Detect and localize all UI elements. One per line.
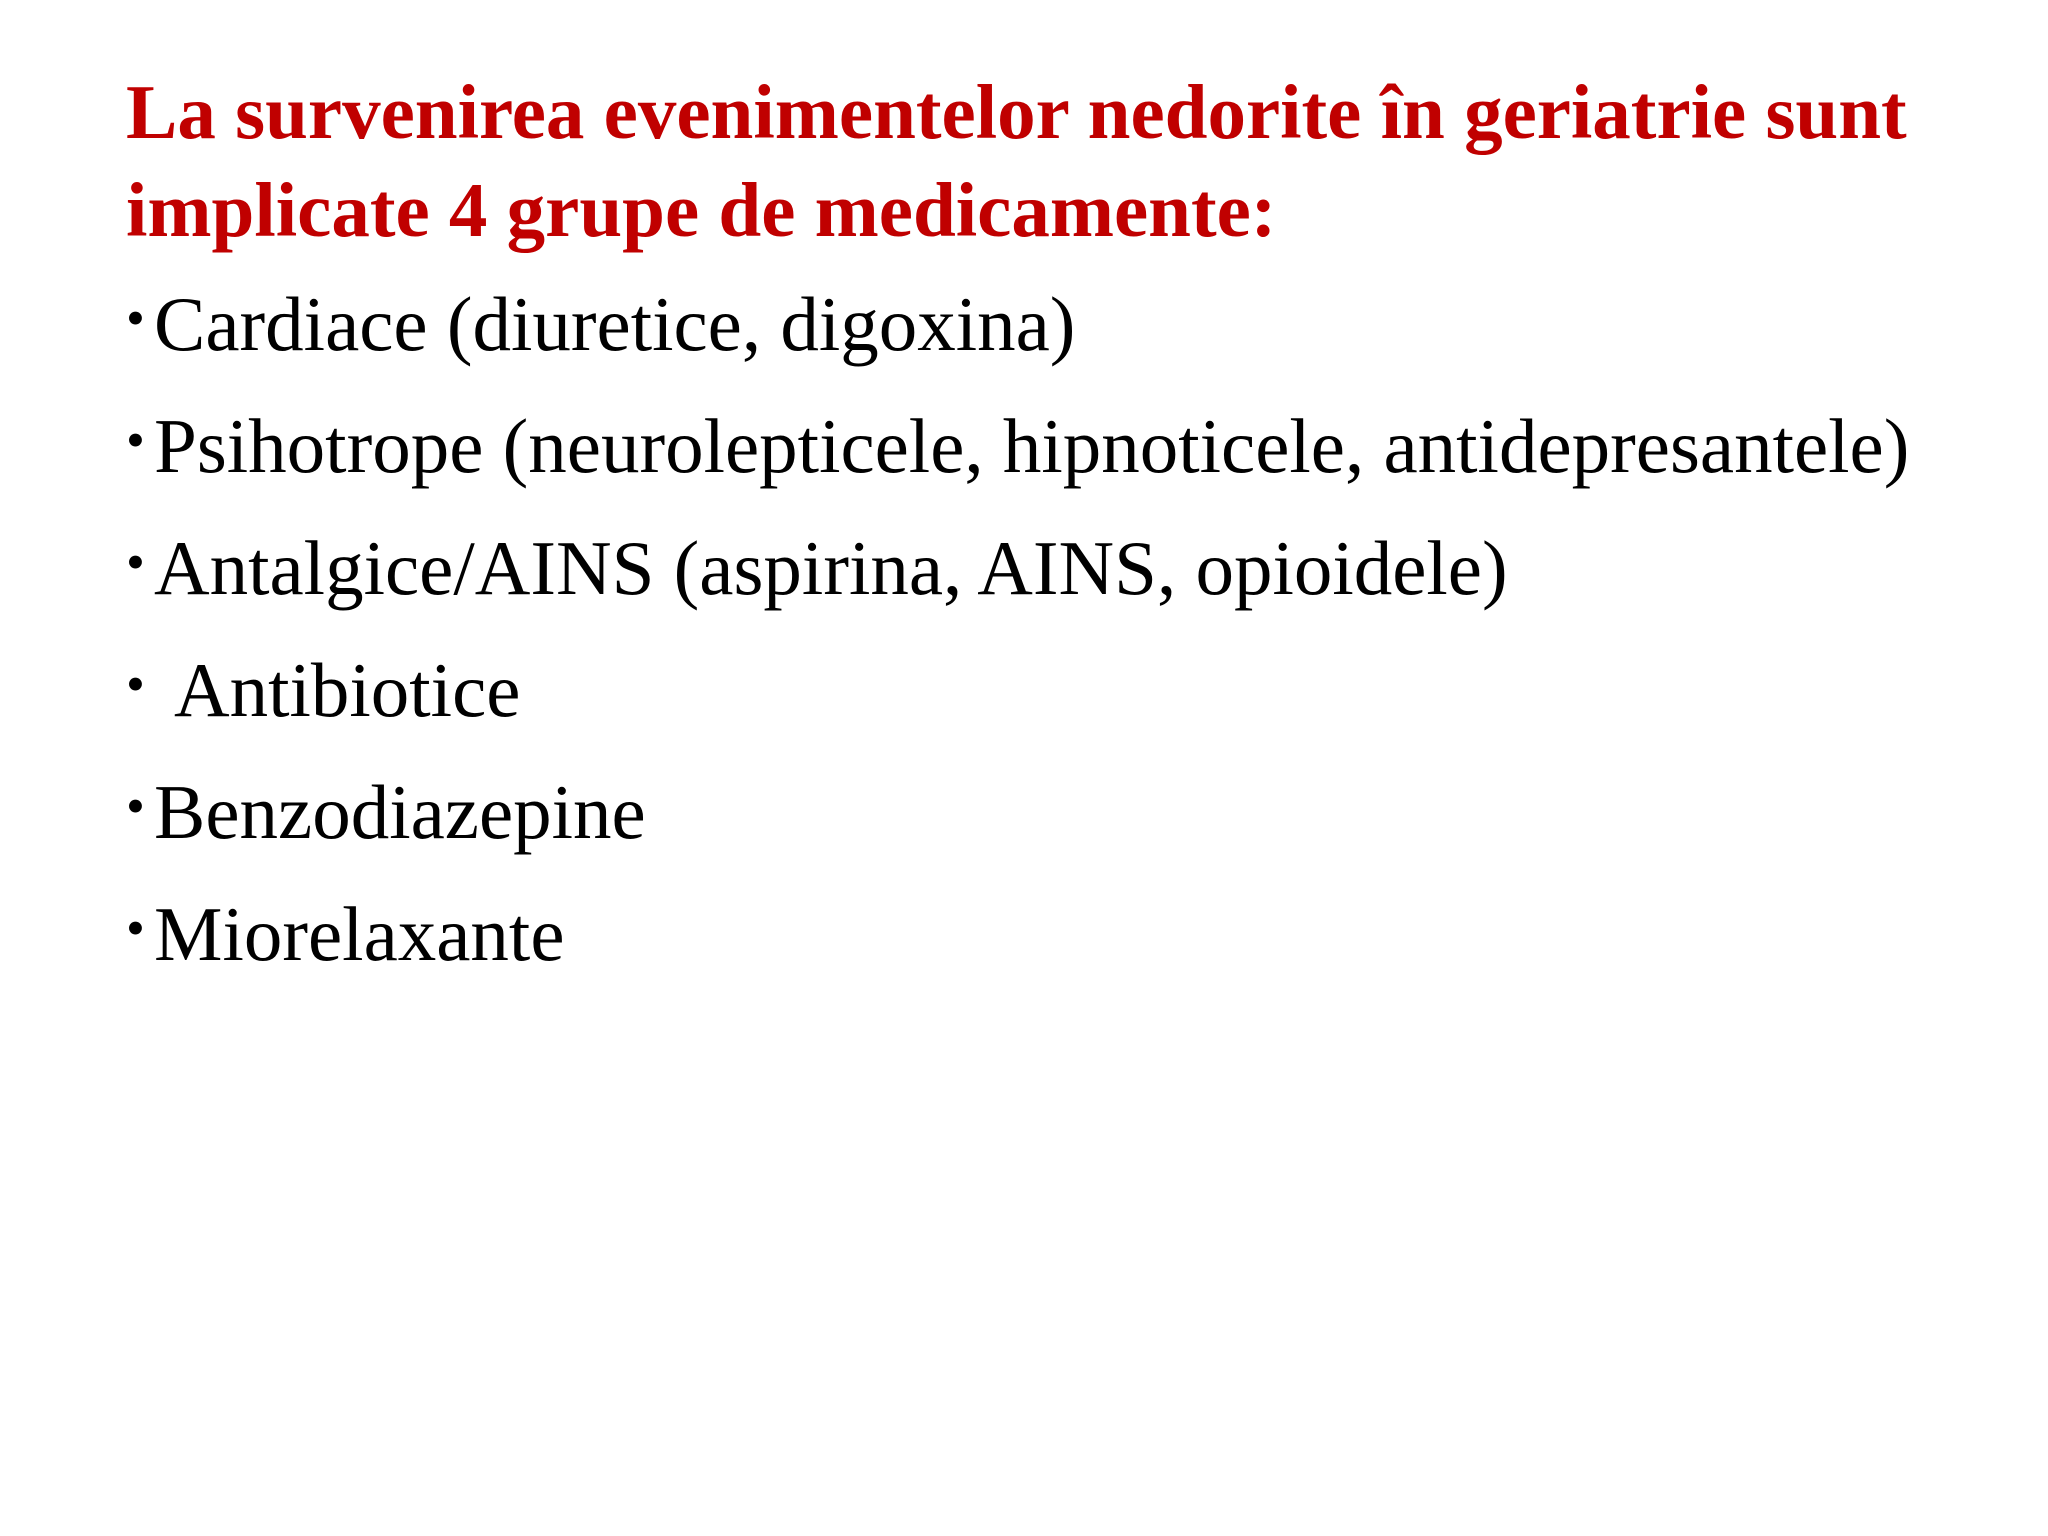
bullet-text: Benzodiazepine [154,769,646,855]
bullet-text: Miorelaxante [154,891,565,977]
bullet-dot-icon: • [126,532,145,592]
bullet-dot-icon: • [126,410,145,470]
bullet-text: Antibiotice [174,647,521,733]
bullet-item-cardiace [126,269,1926,373]
bullet-list [126,269,1926,983]
bullet-text: Antalgice/AINS (aspirina, AINS, opioidele) [154,525,1508,611]
slide-title: La survenirea evenimentelor nedorite în geriatrie sunt implicate 4 grupe de medicamente: [126,69,1907,253]
bullet-text: Psihotrope (neurolepticele, hipnoticele, antidepresantele) [154,403,1910,489]
bullet-item-benzodiazepine [126,757,1926,861]
bullet-item-antibiotice [126,635,1926,739]
bullet-text: Cardiace (diuretice, digoxina) [154,281,1076,367]
bullet-item-miorelaxante [126,879,1926,983]
bullet-item-antalgice [126,513,1926,617]
bullet-dot-icon: • [126,898,145,958]
bullet-dot-icon: • [126,776,145,836]
bullet-dot-icon: • [126,288,145,348]
bullet-item-psihotrope [126,391,1926,495]
bullet-dot-icon: • [126,654,145,714]
